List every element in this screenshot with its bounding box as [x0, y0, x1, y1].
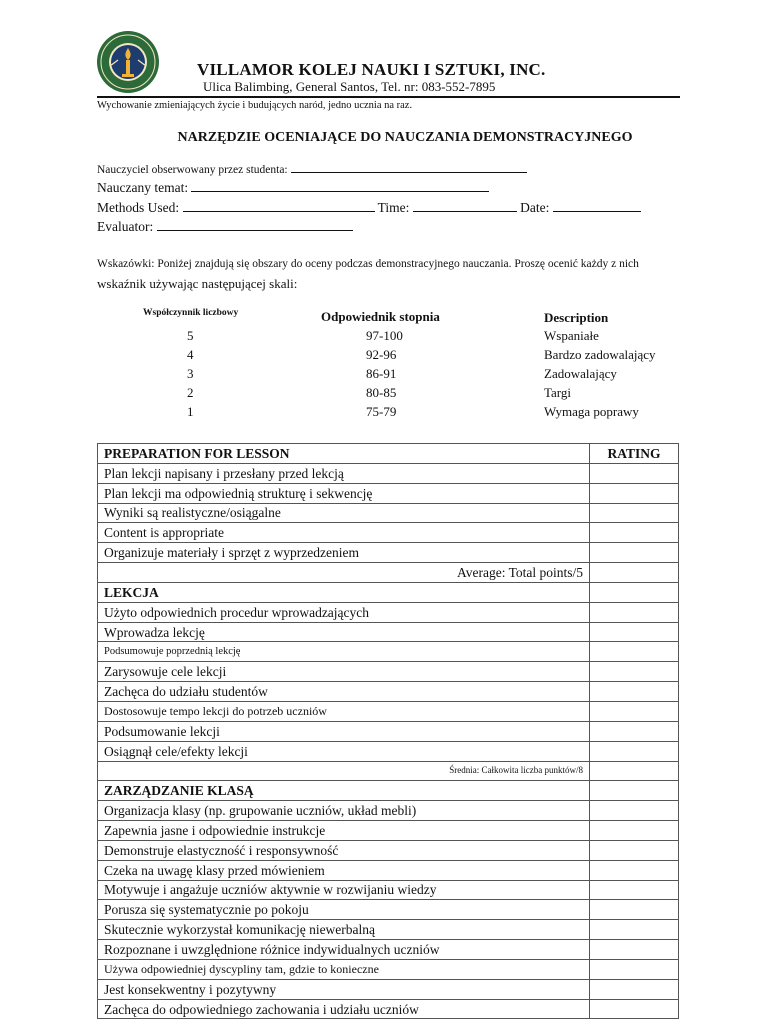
rating-cell[interactable] — [590, 483, 679, 503]
criterion-label: Jest konsekwentny i pozytywny — [98, 979, 590, 999]
topic-blank[interactable] — [191, 180, 489, 192]
rating-cell[interactable] — [590, 959, 679, 979]
table-row — [98, 821, 679, 841]
scale-desc-1: Wymaga poprawy — [544, 404, 639, 419]
average-row-preparation — [98, 563, 679, 583]
scale-grade-2: 80-85 — [366, 385, 397, 400]
rating-cell[interactable] — [590, 622, 679, 642]
rating-cell[interactable] — [590, 642, 679, 662]
scale-coef-1: 1 — [187, 404, 194, 419]
rating-cell — [590, 582, 679, 602]
table-row — [98, 959, 679, 979]
school-seal-logo — [96, 30, 160, 94]
criterion-label: Motywuje i angażuje uczniów aktywnie w rozwijaniu wiedzy — [98, 880, 590, 900]
scale-desc-3: Zadowalający — [544, 366, 617, 381]
rating-cell[interactable] — [590, 920, 679, 940]
table-row — [98, 543, 679, 563]
rating-cell[interactable] — [590, 662, 679, 682]
rating-cell[interactable] — [590, 840, 679, 860]
table-row — [98, 483, 679, 503]
average-cell-preparation[interactable] — [590, 563, 679, 583]
evaluator-blank[interactable] — [157, 219, 353, 231]
school-name: VILLAMOR KOLEJ NAUKI I SZTUKI, INC. — [197, 60, 546, 79]
evaluator-label: Evaluator: — [97, 219, 154, 234]
scale-header-coef: Współczynnik liczbowy — [143, 308, 239, 318]
criterion-label: Plan lekcji ma odpowiednią strukturę i sekwencję — [98, 483, 590, 503]
criterion-label: Zachęca do odpowiedniego zachowania i udziału uczniów — [98, 999, 590, 1019]
criterion-label: Zapewnia jasne i odpowiednie instrukcje — [98, 821, 590, 841]
criterion-label: Zachęca do udziału studentów — [98, 682, 590, 702]
rating-header: RATING — [590, 444, 679, 464]
criterion-label: Wyniki są realistyczne/osiągalne — [98, 503, 590, 523]
scale-grade-4: 92-96 — [366, 347, 397, 362]
rating-cell[interactable] — [590, 741, 679, 761]
criterion-label: Dostosowuje tempo lekcji do potrzeb uczniów — [98, 701, 590, 721]
criterion-label: Podsumowuje poprzednią lekcję — [98, 642, 590, 662]
table-row — [98, 741, 679, 761]
table-row — [98, 860, 679, 880]
criterion-label: Zarysowuje cele lekcji — [98, 662, 590, 682]
scale-header-grade: Odpowiednik stopnia — [321, 309, 440, 324]
scale-coef-2: 2 — [187, 385, 194, 400]
section-header-preparation — [98, 444, 679, 464]
section-header-classroom — [98, 781, 679, 801]
section-header-lesson — [98, 582, 679, 602]
rating-cell[interactable] — [590, 721, 679, 741]
criterion-label: Używa odpowiedniej dyscypliny tam, gdzie to konieczne — [98, 959, 590, 979]
header-divider — [97, 96, 680, 98]
table-row — [98, 662, 679, 682]
section-title-preparation: PREPARATION FOR LESSON — [98, 444, 590, 464]
table-row — [98, 920, 679, 940]
average-row-lesson — [98, 761, 679, 781]
scale-grade-1: 75-79 — [366, 404, 397, 419]
criterion-label: Czeka na uwagę klasy przed mówieniem — [98, 860, 590, 880]
rating-cell[interactable] — [590, 682, 679, 702]
rating-cell — [590, 781, 679, 801]
date-blank[interactable] — [553, 200, 641, 212]
rating-cell[interactable] — [590, 523, 679, 543]
rating-cell[interactable] — [590, 821, 679, 841]
criterion-label: Skutecznie wykorzystał komunikację niewerbalną — [98, 920, 590, 940]
criterion-label: Wprowadza lekcję — [98, 622, 590, 642]
average-label-preparation: Average: Total points/5 — [98, 563, 590, 583]
scale-coef-4: 4 — [187, 347, 194, 362]
methods-time-date-field — [97, 200, 641, 216]
rating-cell[interactable] — [590, 860, 679, 880]
table-row — [98, 523, 679, 543]
time-label: Time: — [377, 200, 410, 215]
rating-cell[interactable] — [590, 900, 679, 920]
average-label-lesson: Średnia: Całkowita liczba punktów/8 — [98, 761, 590, 781]
rating-cell[interactable] — [590, 701, 679, 721]
school-motto: Wychowanie zmieniających życie i budujących naród, jedno ucznia na raz. — [97, 100, 413, 111]
teacher-label: Nauczyciel obserwowany przez studenta: — [97, 164, 288, 176]
scale-grade-5: 97-100 — [366, 328, 403, 343]
instructions-line-2: wskaźnik używając następującej skali: — [97, 276, 298, 291]
scale-desc-5: Wspaniałe — [544, 328, 599, 343]
scale-header-description: Description — [544, 310, 609, 325]
table-row — [98, 721, 679, 741]
scale-coef-3: 3 — [187, 366, 194, 381]
table-row — [98, 900, 679, 920]
criterion-label: Content is appropriate — [98, 523, 590, 543]
table-row — [98, 602, 679, 622]
time-blank[interactable] — [413, 200, 517, 212]
rating-cell[interactable] — [590, 801, 679, 821]
table-row — [98, 940, 679, 960]
scale-desc-2: Targi — [544, 385, 572, 400]
methods-blank[interactable] — [183, 200, 375, 212]
criterion-label: Organizuje materiały i sprzęt z wyprzedzeniem — [98, 543, 590, 563]
scale-desc-4: Bardzo zadowalający — [544, 347, 656, 362]
rating-cell[interactable] — [590, 880, 679, 900]
criterion-label: Organizacja klasy (np. grupowanie uczniów, układ mebli) — [98, 801, 590, 821]
section-title-classroom: ZARZĄDZANIE KLASĄ — [98, 781, 590, 801]
table-row — [98, 979, 679, 999]
criterion-label: Plan lekcji napisany i przesłany przed lekcją — [98, 463, 590, 483]
school-address: Ulica Balimbing, General Santos, Tel. nr: 083-552-7895 — [203, 79, 496, 94]
table-row — [98, 503, 679, 523]
table-row — [98, 682, 679, 702]
methods-label: Methods Used: — [97, 200, 180, 215]
date-label: Date: — [520, 200, 550, 215]
topic-label: Nauczany temat: — [97, 180, 189, 195]
rating-cell[interactable] — [590, 979, 679, 999]
criterion-label: Podsumowanie lekcji — [98, 721, 590, 741]
evaluator-field — [97, 219, 353, 235]
average-cell-lesson[interactable] — [590, 761, 679, 781]
scale-grade-3: 86-91 — [366, 366, 397, 381]
teacher-field — [97, 161, 527, 176]
form-title: NARZĘDZIE OCENIAJĄCE DO NAUCZANIA DEMONSTRACYJNEGO — [177, 130, 633, 145]
table-row — [98, 622, 679, 642]
rating-cell[interactable] — [590, 543, 679, 563]
criterion-label: Demonstruje elastyczność i responsywność — [98, 840, 590, 860]
topic-field — [97, 180, 489, 196]
rating-cell[interactable] — [590, 602, 679, 622]
table-row — [98, 840, 679, 860]
table-row — [98, 999, 679, 1019]
criterion-label: Użyto odpowiednich procedur wprowadzających — [98, 602, 590, 622]
instructions-line-1: Wskazówki: Poniżej znajdują się obszary do oceny podczas demonstracyjnego nauczania. Proszę ocenić każdy z nich — [97, 258, 639, 270]
rating-cell[interactable] — [590, 503, 679, 523]
table-row — [98, 642, 679, 662]
table-row — [98, 463, 679, 483]
scale-coef-5: 5 — [187, 328, 194, 343]
rating-cell[interactable] — [590, 999, 679, 1019]
rating-table — [97, 443, 679, 1019]
rating-cell[interactable] — [590, 463, 679, 483]
criterion-label: Porusza się systematycznie po pokoju — [98, 900, 590, 920]
table-row — [98, 801, 679, 821]
rating-cell[interactable] — [590, 940, 679, 960]
section-title-lesson: LEKCJA — [98, 582, 590, 602]
criterion-label: Osiągnął cele/efekty lekcji — [98, 741, 590, 761]
criterion-label: Rozpoznane i uwzględnione różnice indywidualnych uczniów — [98, 940, 590, 960]
table-row — [98, 880, 679, 900]
teacher-blank[interactable] — [291, 161, 527, 173]
table-row — [98, 701, 679, 721]
